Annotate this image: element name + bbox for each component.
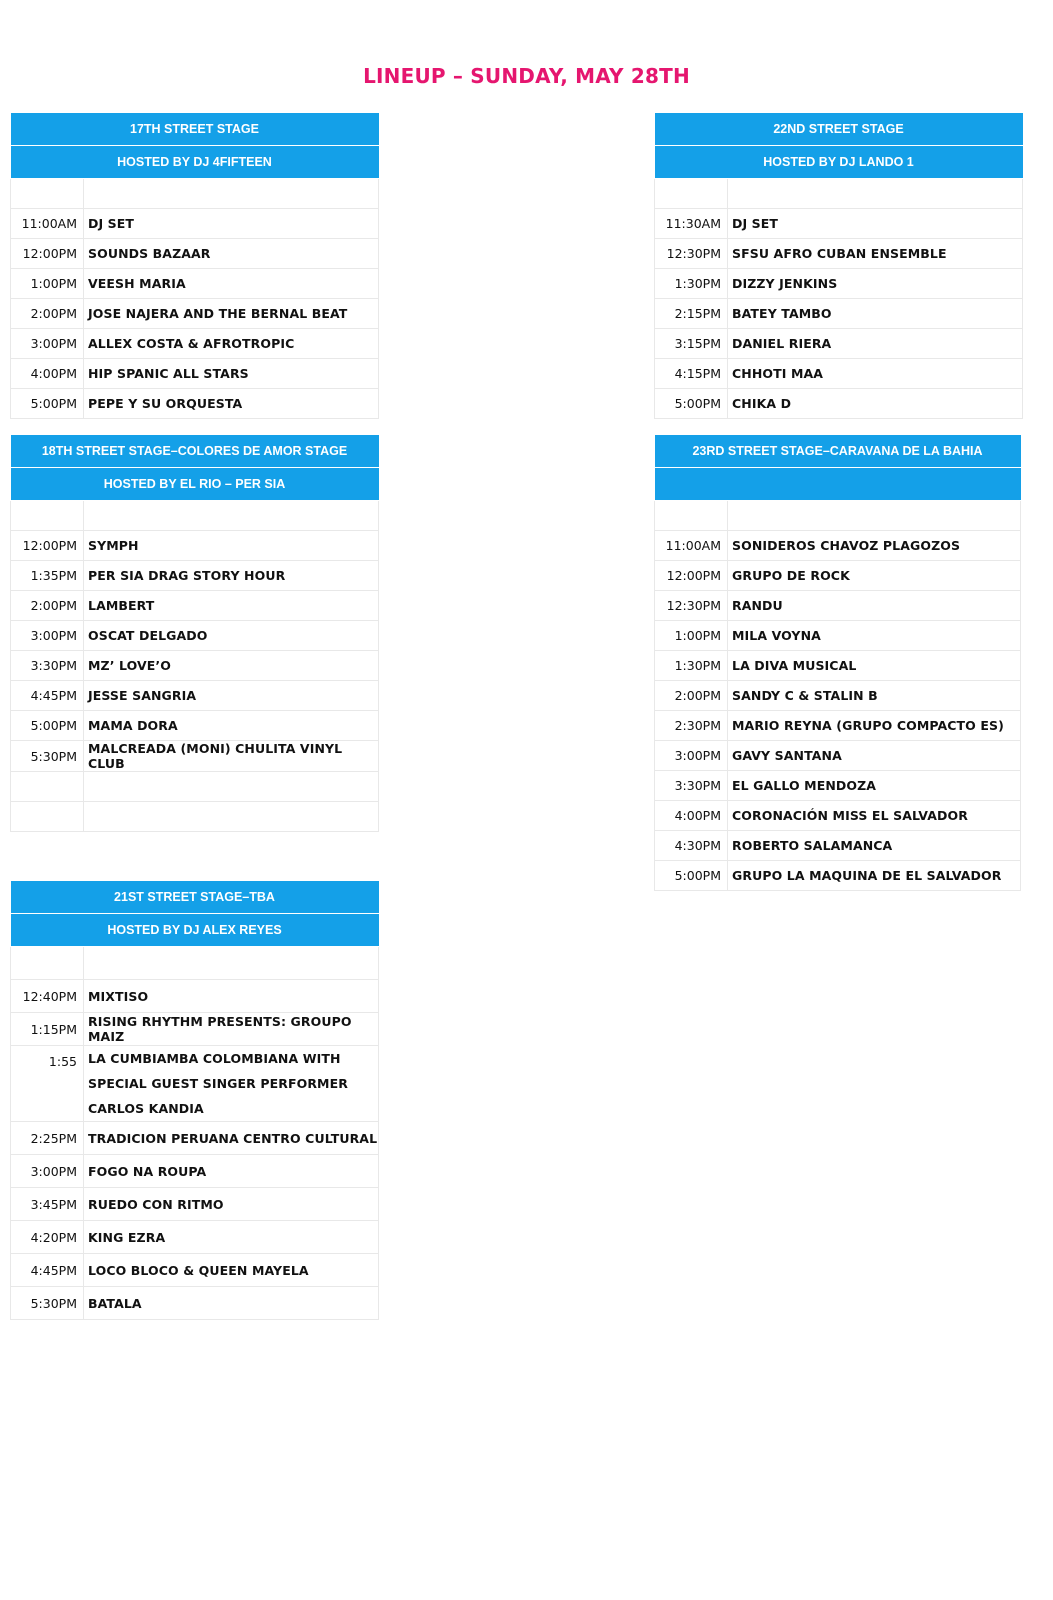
table-row — [655, 831, 1021, 861]
table-row — [655, 209, 1023, 239]
set-time: 12:40PM — [11, 980, 84, 1013]
set-time: 12:00PM — [11, 239, 84, 269]
set-time: 11:00AM — [655, 531, 728, 561]
act-name: FOGO NA ROUPA — [84, 1155, 379, 1188]
act-name: PER SIA DRAG STORY HOUR — [84, 561, 379, 591]
table-row — [11, 329, 379, 359]
table-row-empty — [11, 772, 379, 802]
table-row — [655, 651, 1021, 681]
act-name: BATALA — [84, 1287, 379, 1320]
set-time: 12:00PM — [655, 561, 728, 591]
act-name: SOUNDS BAZAAR — [84, 239, 379, 269]
table-row — [11, 1221, 379, 1254]
act-name: CORONACIÓN MISS EL SALVADOR — [728, 801, 1021, 831]
act-name: BATEY TAMBO — [728, 299, 1023, 329]
set-time: 5:00PM — [11, 389, 84, 419]
set-time: 4:45PM — [11, 681, 84, 711]
set-time: 2:00PM — [11, 591, 84, 621]
set-time: 3:00PM — [655, 741, 728, 771]
act-name: LA DIVA MUSICAL — [728, 651, 1021, 681]
act-name: VEESH MARIA — [84, 269, 379, 299]
table-row — [11, 269, 379, 299]
table-row — [655, 801, 1021, 831]
set-time: 4:30PM — [655, 831, 728, 861]
set-time: 4:00PM — [655, 801, 728, 831]
set-time: 3:00PM — [11, 1155, 84, 1188]
set-time: 12:30PM — [655, 591, 728, 621]
table-row — [11, 1122, 379, 1155]
table-row-empty — [655, 179, 1023, 209]
set-time: 4:00PM — [11, 359, 84, 389]
table-row — [655, 389, 1023, 419]
act-name: CHHOTI MAA — [728, 359, 1023, 389]
stage-17th-street-table — [10, 113, 379, 419]
table-row — [11, 1188, 379, 1221]
set-time: 3:00PM — [11, 621, 84, 651]
stage-host: HOSTED BY EL RIO – PER SIA — [11, 468, 379, 501]
act-name: GRUPO DE ROCK — [728, 561, 1021, 591]
act-name: MILA VOYNA — [728, 621, 1021, 651]
act-name: MAMA DORA — [84, 711, 379, 741]
act-name: SFSU AFRO CUBAN ENSEMBLE — [728, 239, 1023, 269]
stage-name: 23RD STREET STAGE–CARAVANA DE LA BAHIA — [655, 435, 1021, 468]
table-row — [11, 389, 379, 419]
set-time: 1:00PM — [655, 621, 728, 651]
stage-21st-street-table — [10, 881, 379, 1320]
table-row — [655, 861, 1021, 891]
set-time: 1:15PM — [11, 1013, 84, 1046]
table-row — [655, 359, 1023, 389]
stage-host: HOSTED BY DJ ALEX REYES — [11, 914, 379, 947]
stage-23rd-street-table — [654, 435, 1021, 891]
table-row — [655, 561, 1021, 591]
act-name: GRUPO LA MAQUINA DE EL SALVADOR — [728, 861, 1021, 891]
set-time: 11:00AM — [11, 209, 84, 239]
set-time: 3:45PM — [11, 1188, 84, 1221]
table-row — [11, 299, 379, 329]
act-name: JESSE SANGRIA — [84, 681, 379, 711]
stage-name: 18TH STREET STAGE–COLORES DE AMOR STAGE — [11, 435, 379, 468]
stage-name: 22ND STREET STAGE — [655, 113, 1023, 146]
table-row — [11, 561, 379, 591]
act-name: SYMPH — [84, 531, 379, 561]
table-row — [655, 741, 1021, 771]
act-name: DANIEL RIERA — [728, 329, 1023, 359]
act-name: DJ SET — [728, 209, 1023, 239]
table-row — [11, 681, 379, 711]
set-time: 2:25PM — [11, 1122, 84, 1155]
act-name: EL GALLO MENDOZA — [728, 771, 1021, 801]
table-row — [11, 239, 379, 269]
set-time: 4:45PM — [11, 1254, 84, 1287]
set-time: 2:00PM — [11, 299, 84, 329]
act-name: TRADICION PERUANA CENTRO CULTURAL — [84, 1122, 379, 1155]
act-name: RANDU — [728, 591, 1021, 621]
table-row — [655, 329, 1023, 359]
table-row — [11, 1013, 379, 1046]
table-row-empty — [11, 802, 379, 832]
table-row — [11, 651, 379, 681]
act-name: RUEDO CON RITMO — [84, 1188, 379, 1221]
stage-name: 17TH STREET STAGE — [11, 113, 379, 146]
set-time: 3:00PM — [11, 329, 84, 359]
set-time: 5:00PM — [655, 389, 728, 419]
stage-18th-street-table — [10, 435, 379, 832]
table-row — [655, 591, 1021, 621]
table-row — [655, 269, 1023, 299]
table-row — [655, 711, 1021, 741]
table-row — [11, 1287, 379, 1320]
table-row — [655, 771, 1021, 801]
set-time: 5:30PM — [11, 741, 84, 772]
act-name: LOCO BLOCO & QUEEN MAYELA — [84, 1254, 379, 1287]
set-time: 1:55 — [11, 1046, 84, 1122]
act-name: DIZZY JENKINS — [728, 269, 1023, 299]
table-row — [655, 531, 1021, 561]
stage-name: 21ST STREET STAGE–TBA — [11, 881, 379, 914]
set-time: 1:30PM — [655, 651, 728, 681]
act-name: HIP SPANIC ALL STARS — [84, 359, 379, 389]
table-row-empty — [11, 501, 379, 531]
table-row — [11, 980, 379, 1013]
act-name: RISING RHYTHM PRESENTS: GROUPO MAIZ — [84, 1013, 379, 1046]
act-name: SONIDEROS CHAVOZ PLAGOZOS — [728, 531, 1021, 561]
table-row — [655, 299, 1023, 329]
table-row — [11, 621, 379, 651]
table-row — [11, 741, 379, 772]
set-time: 2:00PM — [655, 681, 728, 711]
stage-host — [655, 468, 1021, 501]
set-time: 3:15PM — [655, 329, 728, 359]
set-time: 3:30PM — [655, 771, 728, 801]
table-row-empty — [11, 179, 379, 209]
table-row — [11, 209, 379, 239]
set-time: 1:00PM — [11, 269, 84, 299]
table-row — [11, 1155, 379, 1188]
table-row — [11, 1046, 379, 1122]
act-name: CHIKA D — [728, 389, 1023, 419]
set-time: 5:00PM — [11, 711, 84, 741]
set-time: 4:20PM — [11, 1221, 84, 1254]
act-name: MIXTISO — [84, 980, 379, 1013]
table-row — [11, 711, 379, 741]
act-name: KING EZRA — [84, 1221, 379, 1254]
set-time: 1:30PM — [655, 269, 728, 299]
act-name: DJ SET — [84, 209, 379, 239]
table-row — [655, 681, 1021, 711]
act-name: GAVY SANTANA — [728, 741, 1021, 771]
set-time: 3:30PM — [11, 651, 84, 681]
table-row — [655, 239, 1023, 269]
stage-host: HOSTED BY DJ LANDO 1 — [655, 146, 1023, 179]
act-name: OSCAT DELGADO — [84, 621, 379, 651]
table-row — [11, 1254, 379, 1287]
table-row-empty — [11, 947, 379, 980]
set-time: 12:00PM — [11, 531, 84, 561]
act-name: MZ’ LOVE’O — [84, 651, 379, 681]
table-row-empty — [655, 501, 1021, 531]
set-time: 5:30PM — [11, 1287, 84, 1320]
set-time: 11:30AM — [655, 209, 728, 239]
page-title: LINEUP – SUNDAY, MAY 28TH — [363, 64, 690, 88]
act-name: ROBERTO SALAMANCA — [728, 831, 1021, 861]
act-name: MALCREADA (MONI) CHULITA VINYL CLUB — [84, 741, 379, 772]
act-name: ALLEX COSTA & AFROTROPIC — [84, 329, 379, 359]
act-name: PEPE Y SU ORQUESTA — [84, 389, 379, 419]
table-row — [655, 621, 1021, 651]
act-name: LA CUMBIAMBA COLOMBIANA WITH SPECIAL GUEST SINGER PERFORMER CARLOS KANDIA — [84, 1046, 379, 1122]
table-row — [11, 359, 379, 389]
stage-22nd-street-table — [654, 113, 1023, 419]
set-time: 1:35PM — [11, 561, 84, 591]
act-name: JOSE NAJERA AND THE BERNAL BEAT — [84, 299, 379, 329]
stage-host: HOSTED BY DJ 4FIFTEEN — [11, 146, 379, 179]
set-time: 12:30PM — [655, 239, 728, 269]
act-name: LAMBERT — [84, 591, 379, 621]
table-row — [11, 591, 379, 621]
act-name: SANDY C & STALIN B — [728, 681, 1021, 711]
set-time: 2:15PM — [655, 299, 728, 329]
set-time: 4:15PM — [655, 359, 728, 389]
act-name: MARIO REYNA (GRUPO COMPACTO ES) — [728, 711, 1021, 741]
set-time: 2:30PM — [655, 711, 728, 741]
table-row — [11, 531, 379, 561]
set-time: 5:00PM — [655, 861, 728, 891]
